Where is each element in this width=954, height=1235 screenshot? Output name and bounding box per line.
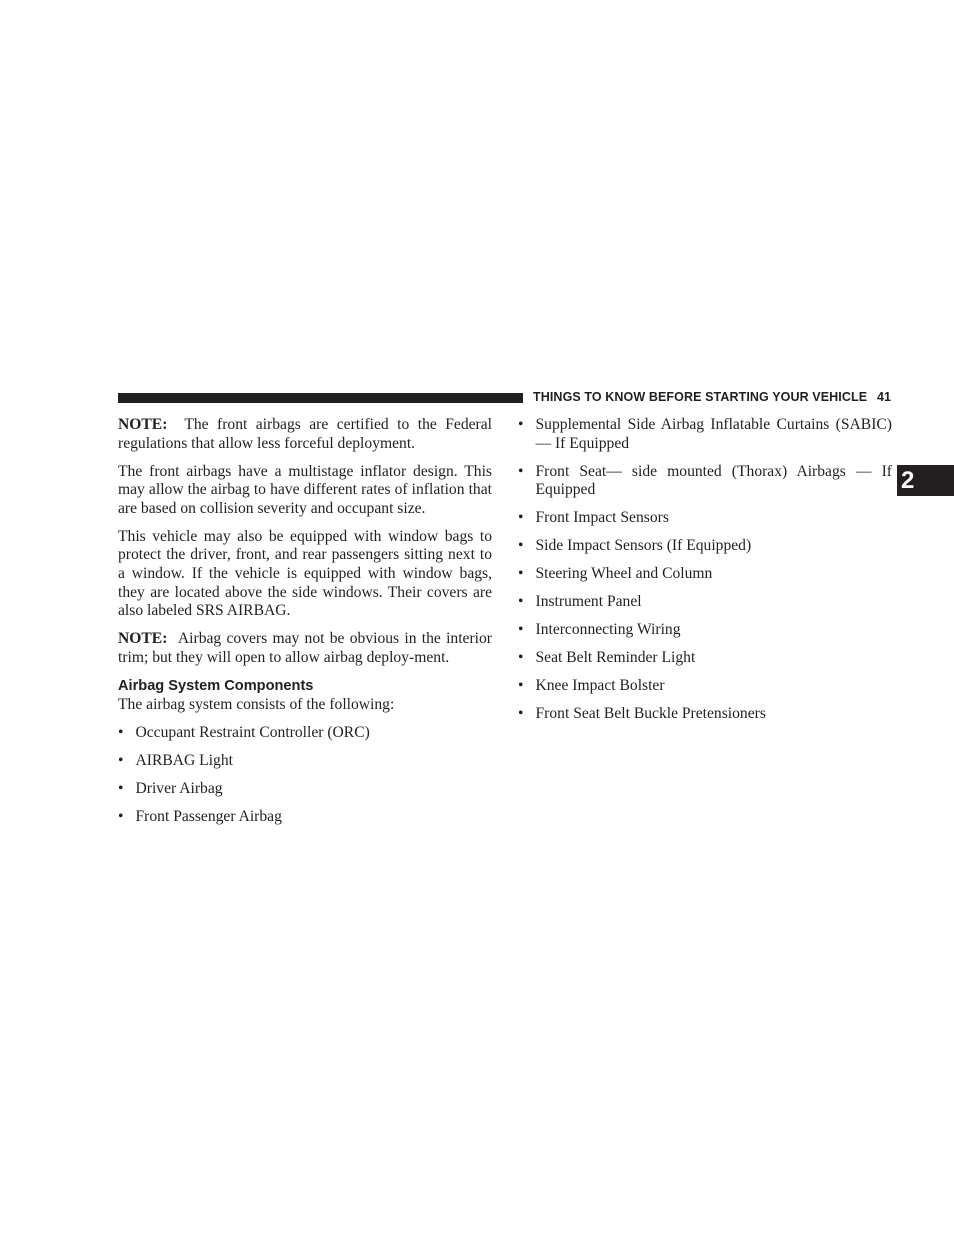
list-item: [518, 705, 892, 724]
note-text: Airbag covers may not be obvious in the interior trim; but they will open to allow airbag deploy-ment.: [118, 630, 492, 666]
bullet-icon: •: [518, 416, 524, 433]
list-item-text: Front Passenger Airbag: [135, 807, 282, 825]
list-item: [518, 416, 892, 453]
note-text: The front airbags are certified to the Federal regulations that allow less forceful deployment.: [118, 416, 493, 452]
bullet-icon: •: [518, 649, 524, 667]
list-item: [518, 537, 892, 556]
list-item: [118, 808, 492, 827]
section-heading: Airbag System Components: [118, 677, 314, 694]
bullet-icon: •: [518, 509, 524, 527]
list-item: [518, 649, 892, 668]
bullet-icon: •: [518, 705, 524, 723]
page-number: 41: [877, 390, 891, 404]
note-label: NOTE:: [118, 416, 168, 433]
bullet-icon: •: [518, 621, 524, 639]
list-item-text: Front Seat— side mounted (Thorax) Airbags — If Equipped: [535, 462, 892, 499]
list-item-text: Front Seat Belt Buckle Pretensioners: [535, 705, 766, 723]
running-header-title: THINGS TO KNOW BEFORE STARTING YOUR VEHICLE: [533, 390, 868, 404]
list-item: [118, 752, 492, 771]
list-item: [518, 677, 892, 696]
left-column: [118, 416, 492, 836]
chapter-tab: 2: [897, 465, 954, 496]
bullet-icon: •: [518, 677, 524, 695]
list-item: [118, 780, 492, 799]
list-item: [518, 593, 892, 612]
bullet-icon: •: [518, 537, 524, 555]
header-rule: [118, 393, 523, 403]
list-item-text: Side Impact Sensors (If Equipped): [535, 537, 752, 555]
bullet-icon: •: [518, 565, 524, 583]
list-item-text: Instrument Panel: [535, 593, 642, 611]
components-list-right: [518, 416, 892, 724]
list-item: [518, 565, 892, 584]
bullet-icon: •: [118, 751, 124, 769]
bullet-icon: •: [118, 723, 124, 741]
list-item: [118, 724, 492, 743]
note-label: NOTE:: [118, 630, 168, 648]
bullet-icon: •: [118, 807, 124, 825]
bullet-icon: •: [518, 593, 524, 611]
section-intro: The airbag system consists of the following:: [118, 695, 395, 713]
note-airbag-covers: [118, 630, 492, 667]
list-item-text: Steering Wheel and Column: [535, 565, 713, 583]
list-item-text: Driver Airbag: [135, 779, 223, 797]
list-item-text: Front Impact Sensors: [535, 509, 669, 527]
paragraph-multistage-inflator: The front airbags have a multistage inflator design. This may allow the airbag to have different rates of inflation that are based on collision severity and occupant size.: [118, 462, 492, 517]
list-item: [518, 509, 892, 528]
list-item: [518, 621, 892, 640]
components-list-left: [118, 724, 492, 827]
list-item-text: Seat Belt Reminder Light: [535, 649, 696, 667]
list-item: [518, 463, 892, 500]
list-item-text: Supplemental Side Airbag Inflatable Curtains (SABIC) — If Equipped: [535, 416, 892, 452]
paragraph-window-bags: This vehicle may also be equipped with window bags to protect the driver, front, and rear passengers sitting next to a window. If the vehicle is equipped with window bags, they are located above the side windows. Their covers are also labeled SRS AIRBAG.: [118, 527, 492, 620]
right-column: [518, 416, 892, 733]
note-front-airbags: [118, 416, 492, 453]
list-item-text: Interconnecting Wiring: [535, 621, 681, 639]
list-item-text: Occupant Restraint Controller (ORC): [135, 723, 370, 741]
bullet-icon: •: [118, 779, 124, 797]
list-item-text: AIRBAG Light: [135, 751, 233, 769]
bullet-icon: •: [518, 462, 524, 480]
list-item-text: Knee Impact Bolster: [535, 677, 665, 695]
